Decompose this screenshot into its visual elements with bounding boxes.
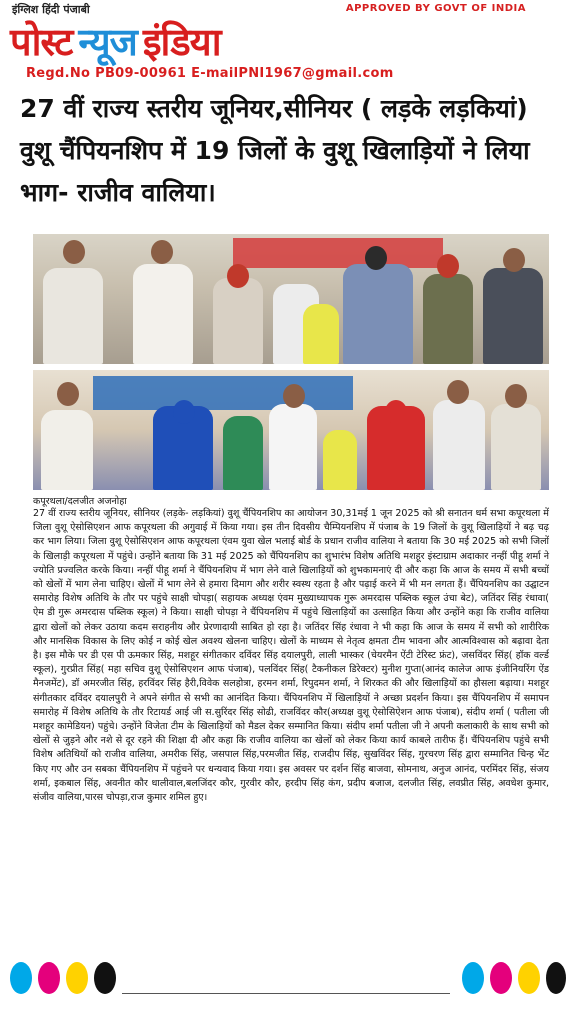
magenta-dot (38, 962, 60, 994)
cmyk-registration-marks (0, 962, 570, 996)
photo-person-head (227, 264, 249, 288)
masthead-word-india: इंडिया (142, 20, 221, 64)
photo-person (43, 268, 103, 364)
photo-person (433, 400, 485, 490)
black-dot (546, 962, 566, 994)
photo-person (303, 304, 339, 364)
photo-person (213, 278, 263, 364)
masthead-logo (10, 16, 560, 68)
photo-person (41, 410, 93, 490)
masthead-word-post: पोस्ट (10, 20, 73, 64)
article-headline: 27 वीं राज्य स्तरीय जूनियर,सीनियर ( लड़के लड़कियां) वुशू चैंपियनशिप में 19 जिलों के वुशू खिलाड़ियों ने लिया भाग- राजीव वालिया। (20, 94, 530, 207)
photo-person-head (283, 384, 305, 408)
photo-person-head (63, 240, 85, 264)
cyan-dot (10, 962, 32, 994)
photo-person (423, 274, 473, 364)
lamp-lighting-photo (33, 234, 549, 364)
photo-person-head (151, 240, 173, 264)
photo-person-head (365, 246, 387, 270)
magenta-dot (490, 962, 512, 994)
photo-person-head (437, 254, 459, 278)
photo-person-head (503, 248, 525, 272)
black-dot (94, 962, 116, 994)
photo-person (269, 404, 317, 490)
article-dateline: कपूरथला/दलजीत अजनोहा (33, 496, 127, 507)
photo-banner (233, 238, 443, 268)
photo-person-head (385, 400, 407, 424)
article-body: 27 वीं राज्य स्तरीय जूनियर, सीनियर (लड़के- लड़कियां) वुशू चैंपियनशिप का आयोजन 30,31मई 1 जून 2025 को श्री सनातन धर्म सभा कपूरथला में जिला वुशू ऐसोसिएशन आफ कपूरथला की अगुवाई में किया गया। इस तीन दिवसीय चैम्पियनशिप में पंजाब के 19 जिलों के वुशू खिलाड़ियों ने बढ़ चढ़ कर भाग लिया। जिला वुशू ऐसोसिएशन आफ कपूरथला एंवम युवा खेल भलाई बोर्ड के प्रधान राजीव वालिया ने बताया कि 30 मई 2025 को सभी जिलों के खिलाड़ी कपूरथला में पहुंचे। उन्होंने बताया कि 31 मई 2025 को चैंपियनशिप का शुभारंभ विशेष अतिथि मशहूर इंस्टाग्राम अदाकार नन्हीं पीहू शर्मा ने ज्योति प्रज्वलित करके किया। नन्हीं पीहू शर्मा ने चैंपियनशिप में भाग लेने वाले खिलाड़ियों को शुभकामनाएं दी और कहा कि आज के समय में सभी बच्चों को खेलों में भाग लेना चाहिए। खेलों में भाग लेने से हमारा दिमाग और शरीर स्वस्थ रहता है और पढ़ाई करने में भी मन लगता हैं। चैंपियनशिप का उद्घाटन समारोह विशेष अतिथि के तौर पर पहुंचे साक्षी चोपड़ा( सहायक अध्यक्ष एंवम मुख्याध्यापक गुरू अमरदास पब्लिक स्कूल उंचा बेट), जतिंदर सिंह रंधावा( ऐम डी गुरू अमरदास पब्लिक स्कूल) ने किया। साक्षी चोपड़ा ने चैंपियनशिप में पहुंचे खिलाड़ियों का उत्साहित किया और उन्होंने कहा कि राजीव वालिया द्वारा खेलों को लेकर उठाया कदम सराहनीय और प्रेरणादायी साबित हो रहा है। जतिंदर सिंह रंधावा ने भी कहा कि आज के समय में सभी को शारीरिक और मानसिक विकास के लिए कोई न कोई खेल अवश्य खेलना चाहिए। खेलों के माध्यम से नेतृत्व क्षमता टीम भावना और आत्मविश्वास को बढ़ावा देता है। इस मौके पर डी एस पी ऊमकार सिंह, मशहूर संगीतकार दविंदर सिंह दयालपुरी, लाली भास्कर (चेयरमैन ऐंटी टेरिस्ट फ्रंट), जसविंदर सिंह( हॉक वर्ल्ड स्कूल), गुरप्रीत सिंह( महा सचिव वुशू ऐसोसिएशन आफ पंजाब), पलविंदर सिंह( टैकनीकल डिरेक्टर) मुनीश गुप्ता(आनंद कालेज आफ इंजीनियरिंग ऐंड मैनजमेंट), डॉ अमरजीत सिंह, हरविंदर सिंह हैरी,विवेक सलहोत्रा, हरमन शर्मा, रिपुदमन शर्मा, ने शिरकत की और खिलाड़ियों का हौसला बढ़ाया। मशहूर संगीतकार दविंदर दयालपुरी ने अपने संगीत से सभी का आनंदित किया। चैंपियनशिप में खिलाड़ियों ने अच्छा प्रदर्शन किया। इस चैंपियनशिप में समापन समारोह में विशेष अतिथि के तौर रिटायर्ड आई जी स.सुरिंदर सिंह सोढी, राजविंदर कौर(अध्यक्ष वुशू ऐसोसिऐशन आफ पंजाब), संदीप शर्मा ( पतीला जी मशहूर कामेडियन) पहुंचे। उन्होंने विजेता टीम के खिलाड़ियों को मैडल देकर सम्मानित किया। संदीप शर्मा पतीला जी ने अपनी कलाकारी के साथ सभी को खेलों से जुड़ने और नशे से दूर रहने की शिक्षा दी और कहा कि राजीव वालिया का खेलों को लेकर किया कार्य काबले तारीफ हैं। चैंपियनशिप पहुंचे सभी विशेष अतिथियों को राजीव वालिया, अमरीक सिंह, जसपाल सिंह,परमजीत सिंह, राजदीप सिंह, सुखविंदर सिंह, गुरचरण सिंह द्वारा सम्मानित चिन्ह भेंट किए गए और उन सबका चैंपियनशिप में पहुंचने पर धन्यवाद किया गया। इस अवसर पर दर्शन सिंह बाजवा, सोमनाथ, अनुज आनंद, परमिंदर सिंह, संजय शर्मा, इकबाल सिंह, अवनीत कौर धालीवाल,बलजिंदर कौर, गुरवीर कौर, हरदीप सिंह कंग, प्रदीप बजाज, दलजीत सिंह, लवप्रीत सिंह, अवधेश कुमार, संजीव वालिया,पारस चोपड़ा,राज कुमार शमिल हुए। (33, 508, 549, 804)
photo-person (133, 264, 193, 364)
photo-banner (93, 376, 353, 410)
yellow-dot (518, 962, 540, 994)
masthead-word-news: न्यूज (78, 20, 137, 64)
cyan-dot (462, 962, 484, 994)
photo-person-head (505, 384, 527, 408)
wushu-players-photo (33, 370, 549, 490)
photo-person (223, 416, 263, 490)
photo-person-head (447, 380, 469, 404)
photo-person (491, 404, 541, 490)
languages-label: इंग्लिश हिंदी पंजाबी (12, 3, 90, 16)
photo-person (323, 430, 357, 490)
approved-label: APPROVED BY GOVT OF INDIA (345, 3, 526, 14)
photo-person (343, 264, 413, 364)
registration-line: Regd.No PB09-00961 E-mailPNI1967@gmail.com (26, 66, 394, 81)
photo-person (483, 268, 543, 364)
photo-person-head (57, 382, 79, 406)
photo-person-head (173, 400, 195, 424)
bottom-divider (122, 993, 450, 994)
yellow-dot (66, 962, 88, 994)
